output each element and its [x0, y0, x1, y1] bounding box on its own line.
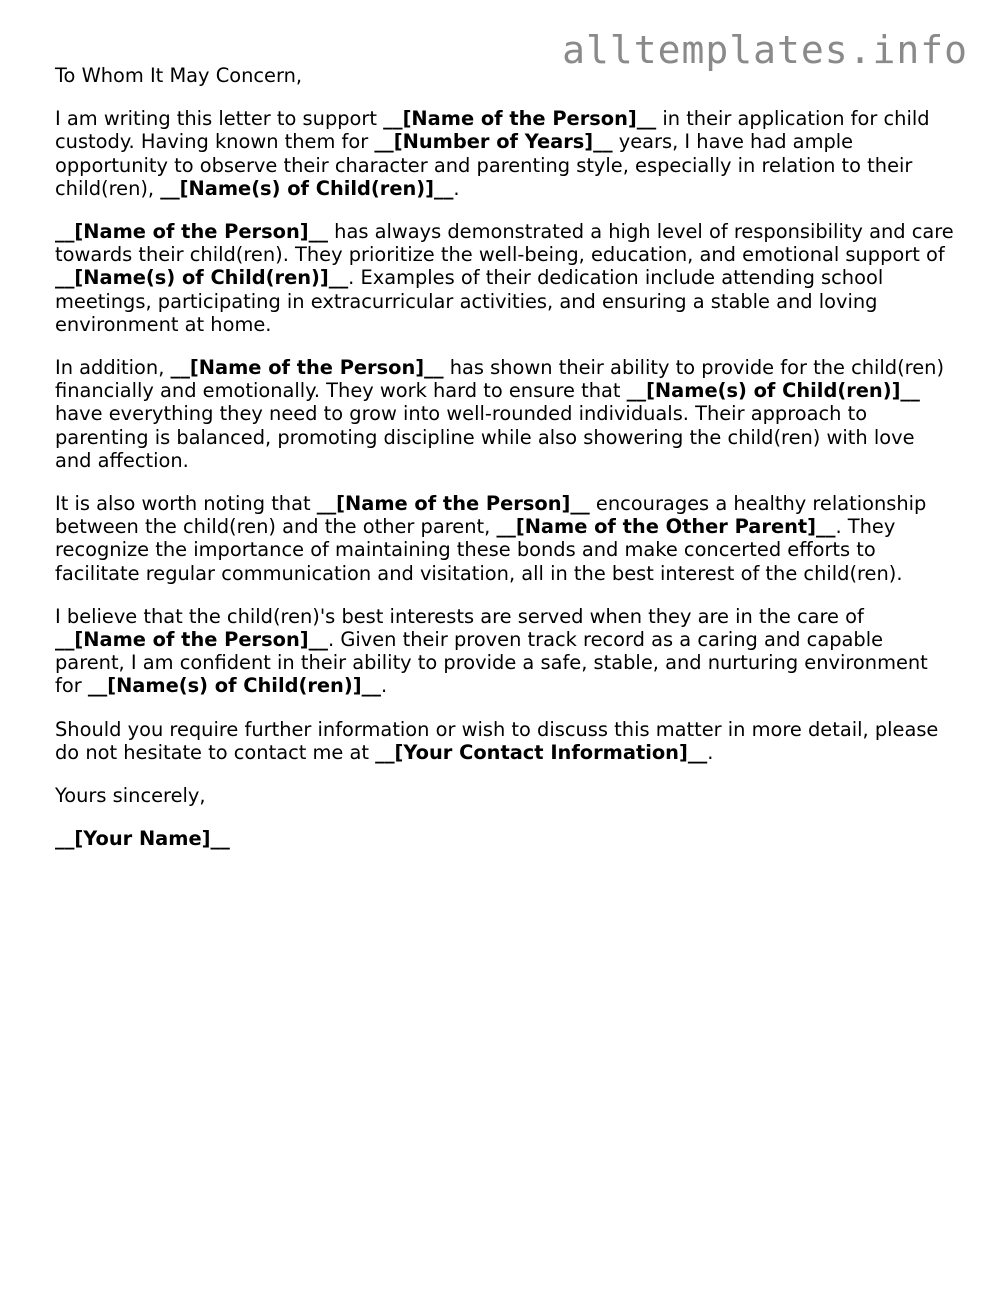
text: encourages a healthy relationship between the child(ren) and the other parent, — [55, 492, 927, 539]
placeholder-person-name: __[Name of the Person]__ — [55, 220, 329, 244]
paragraph-3 — [55, 356, 955, 472]
text: I am writing this letter to support — [55, 107, 384, 131]
text: . Given their proven track record as a caring and capable parent, I am confident in their ability to provide a safe, stable, and nurturing environment for — [55, 628, 928, 698]
text: . They recognize the importance of maintaining these bonds and make concerted efforts to facilitate regular communication and visitation, all in the best interest of the child(ren). — [55, 515, 903, 585]
text: . — [380, 674, 388, 698]
placeholder-other-parent-name: __[Name of the Other Parent]__ — [496, 515, 836, 539]
placeholder-person-name: __[Name of the Person]__ — [170, 356, 444, 380]
text: in their application for child custody. Having known them for — [55, 107, 930, 154]
closing: Yours sincerely, — [55, 784, 206, 808]
placeholder-child-names: __[Name(s) of Child(ren)]__ — [55, 266, 349, 290]
text: . — [707, 740, 714, 764]
text: . Examples of their dedication include attending school meetings, participating in extracurricular activities, and ensuring a stable and loving environment at home. — [55, 266, 884, 336]
salutation: To Whom It May Concern, — [55, 64, 303, 87]
paragraph-5 — [55, 605, 955, 698]
text: has shown their ability to provide for the child(ren) financially and emotionally. They work hard to ensure that — [55, 356, 945, 403]
placeholder-person-name: __[Name of the Person]__ — [316, 492, 590, 516]
text: I believe that the child(ren)'s best interests are served when they are in the care of — [55, 604, 864, 628]
placeholder-person-name: __[Name of the Person]__ — [383, 107, 657, 131]
paragraph-4 — [55, 492, 955, 585]
placeholder-your-name: __[Your Name]__ — [55, 827, 230, 851]
placeholder-child-names: __[Name(s) of Child(ren)]__ — [160, 176, 454, 200]
text: years, I have had ample opportunity to observe their character and parenting style, especially in relation to their child(ren), — [55, 130, 913, 200]
placeholder-number-of-years: __[Number of Years]__ — [374, 130, 613, 154]
signature — [55, 827, 955, 850]
watermark: alltemplates.info — [562, 28, 968, 72]
text: It is also worth noting that — [55, 492, 317, 516]
placeholder-contact-information: __[Your Contact Information]__ — [375, 740, 708, 764]
letter-body — [55, 64, 955, 870]
text: Should you require further information or wish to discuss this matter in more detail, please do not hesitate to contact me at — [55, 717, 939, 764]
paragraph-2 — [55, 220, 955, 336]
text: has always demonstrated a high level of responsibility and care towards their child(ren). They prioritize the well-being, education, and emotional support of — [55, 220, 954, 267]
placeholder-person-name: __[Name of the Person]__ — [55, 628, 329, 652]
placeholder-child-names: __[Name(s) of Child(ren)]__ — [87, 674, 381, 698]
text: . — [453, 176, 460, 200]
paragraph-1 — [55, 107, 955, 200]
paragraph-6 — [55, 718, 955, 764]
placeholder-child-names: __[Name(s) of Child(ren)]__ — [626, 379, 920, 403]
text: have everything they need to grow into well-rounded individuals. Their approach to parenting is balanced, promoting discipline while also showering the child(ren) with love and affection. — [55, 402, 915, 472]
text: In addition, — [55, 356, 171, 380]
